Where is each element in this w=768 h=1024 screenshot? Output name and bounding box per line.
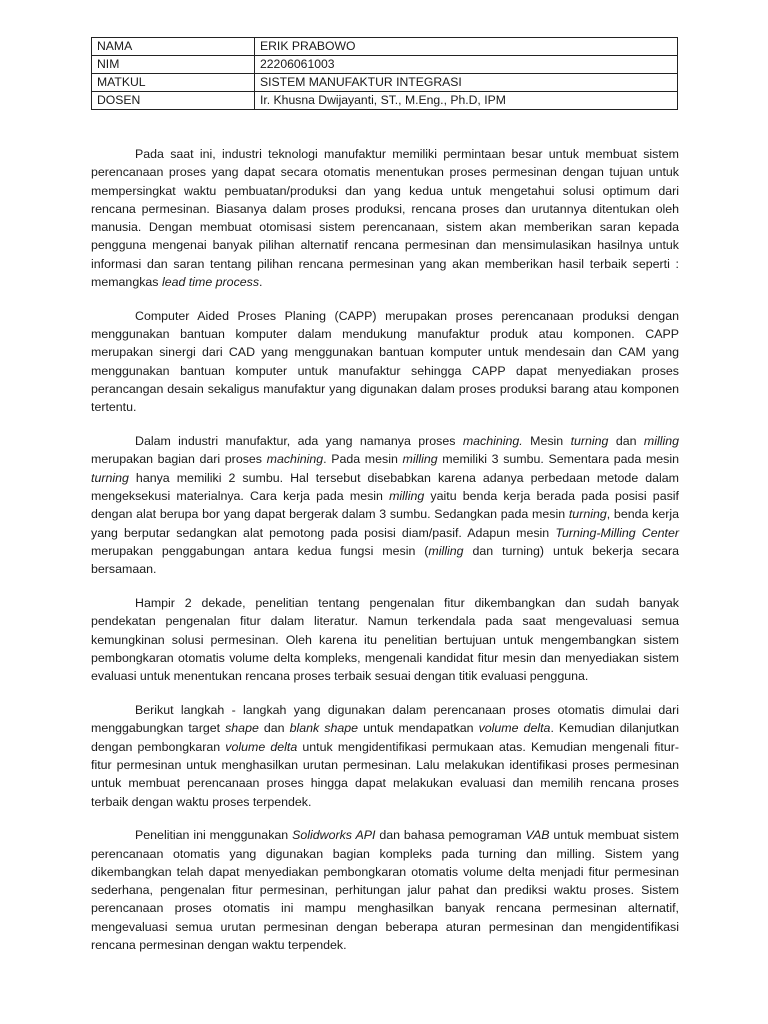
dosen-label: DOSEN — [92, 92, 255, 110]
text-run: yaitu benda kerja berada pada posisi pasif dengan alat berupa bor yang dapat bergerak dalam 3 sumbu. Sedangkan pada mesin — [91, 489, 679, 522]
text-run: dan bahasa pemograman — [375, 828, 526, 843]
table-row — [92, 38, 678, 56]
italic-term: shape — [225, 721, 259, 736]
text-run: Hampir 2 dekade, penelitian tentang pengenalan fitur dikembangkan dan sudah banyak pendekatan pengenalan fitur dalam literatur. Namun terkendala pada saat mengevaluasi semua kemungkinan solusi permesinan. Oleh karena itu penelitian bertujuan untuk mengembangkan sistem pembongkaran otomatis volume delta kompleks, mengenali kandidat fitur mesin dan menyediakan sistem evaluasi untuk menentukan rencana proses terbaik sesuai dengan titik evaluasi pengguna. — [91, 596, 679, 684]
italic-term: volume delta — [225, 739, 298, 754]
nama-value: ERIK PRABOWO — [255, 38, 678, 56]
paragraph-conclusion — [91, 826, 679, 954]
table-row — [92, 92, 678, 110]
text-run: Mesin — [522, 434, 571, 449]
nim-value: 22206061003 — [255, 56, 678, 74]
italic-term: blank shape — [289, 721, 359, 736]
paragraph-intro — [91, 145, 679, 291]
italic-term: turning — [568, 507, 607, 522]
text-run: dan — [608, 434, 644, 449]
italic-term: milling — [643, 434, 680, 449]
text-run: untuk mengidentifikasi permukaan atas. Kemudian mengenali fitur-fitur permesinan untuk menghasilkan urutan permesinan. Lalu melakukan identifikasi proses permesinan untuk membuat perencanaan proses hingga dapat melakukan evaluasi dan memilih rencana proses terbaik dengan waktu proses terpendek. — [91, 739, 679, 809]
italic-term: milling — [428, 543, 464, 558]
paragraph-research — [91, 594, 679, 685]
text-run: untuk membuat sistem perencanaan otomatis yang digunakan bagian kompleks pada turning dan milling. Sistem yang dikembangkan telah dapat menyediakan pembongkaran otomatis volume delta menjadi fitur permesinan sederhana, pengenalan fitur permesinan, perhitungan jalur pahat dan prediksi waktu proses. Sistem perencanaan proses otomatis ini mampu menghasilkan banyak rencana permesinan alternatif, mengevaluasi semua urutan permesinan dengan beberapa aturan permesinan dan mengidentifikasi rencana permesinan dengan waktu terpendek. — [91, 828, 679, 953]
text-run: . Kemudian dilanjutkan dengan pembongkaran — [91, 721, 679, 754]
text-run: . — [259, 275, 263, 290]
text-run: merupakan penggabungan antara kedua fungsi mesin ( — [91, 543, 429, 558]
text-run: Penelitian ini menggunakan — [135, 828, 293, 843]
italic-term: Solidworks API — [292, 828, 376, 843]
student-info-table — [91, 37, 678, 110]
paragraph-capp — [91, 307, 679, 417]
text-run: , benda kerja yang berputar sedangkan alat pemotong pada posisi diam/pasif. Adapun mesin — [91, 507, 679, 540]
paragraph-steps — [91, 701, 679, 811]
text-run: Computer Aided Proses Planing (CAPP) merupakan proses perencanaan produksi dengan menggunakan bantuan komputer dalam mendukung manufaktur produk atau komponen. CAPP merupakan sinergi dari CAD yang menggunakan bantuan komputer untuk mendesain dan CAM yang menggunakan bantuan komputer untuk manufaktur sehingga CAPP dapat menyediakan proses perancangan desain sekaligus manufaktur yang digunakan dalam proses produksi barang atau komponen tertentu. — [91, 308, 679, 415]
italic-term: VAB — [525, 828, 550, 843]
italic-term: milling — [389, 489, 425, 504]
text-run: . Pada mesin — [323, 452, 403, 467]
text-run: Dalam industri manufaktur, ada yang namanya proses — [135, 434, 463, 449]
matkul-value: SISTEM MANUFAKTUR INTEGRASI — [255, 74, 678, 92]
text-run: untuk mendapatkan — [358, 721, 479, 736]
text-run: merupakan bagian dari proses — [91, 452, 267, 467]
italic-term: lead time process — [161, 275, 260, 290]
italic-term: Turning-Milling Center — [555, 525, 680, 540]
italic-term: machining. — [462, 434, 523, 449]
italic-term: volume delta — [478, 721, 551, 736]
table-row — [92, 74, 678, 92]
nama-label: NAMA — [92, 38, 255, 56]
essay-body — [91, 145, 679, 970]
italic-term: milling — [402, 452, 438, 467]
italic-term: turning — [91, 470, 129, 485]
text-run: dan — [258, 721, 290, 736]
text-run: hanya memiliki 2 sumbu. Hal tersebut disebabkan karena adanya perbedaan metode dalam mengeksekusi materialnya. Cara kerja pada mesin — [91, 470, 679, 504]
dosen-value: Ir. Khusna Dwijayanti, ST., M.Eng., Ph.D, IPM — [255, 92, 678, 110]
text-run: Berikut langkah - langkah yang digunakan dalam perencanaan proses otomatis dimulai dari menggabungkan target — [91, 703, 679, 736]
matkul-label: MATKUL — [92, 74, 255, 92]
italic-term: turning — [570, 434, 609, 449]
text-run: Pada saat ini, industri teknologi manufaktur memiliki permintaan besar untuk membuat sistem perencanaan proses yang dapat secara otomatis menentukan proses permesinan dengan tujuan untuk mempersingkat waktu pembuatan/produksi dan yang kedua untuk mengetahui solusi optimum dari rencana permesinan. Biasanya dalam proses produksi, rencana proses dan urutannya ditentukan oleh manusia. Dengan membuat otomisasi sistem perencanaan, sistem akan memberikan saran kepada pengguna mengenai banyak pilihan alternatif rencana permesinan dan mensimulasikan hasilnya untuk informasi dan saran tentang pilihan rencana permesinan yang akan memberikan hasil terbaik seperti : memangkas — [91, 147, 679, 290]
nim-label: NIM — [92, 56, 255, 74]
italic-term: machining — [266, 452, 324, 467]
text-run: memiliki 3 sumbu. Sementara pada mesin — [437, 452, 679, 467]
table-row — [92, 56, 678, 74]
text-run: dan turning) untuk bekerja secara bersamaan. — [91, 543, 679, 577]
paragraph-machining — [91, 432, 679, 578]
